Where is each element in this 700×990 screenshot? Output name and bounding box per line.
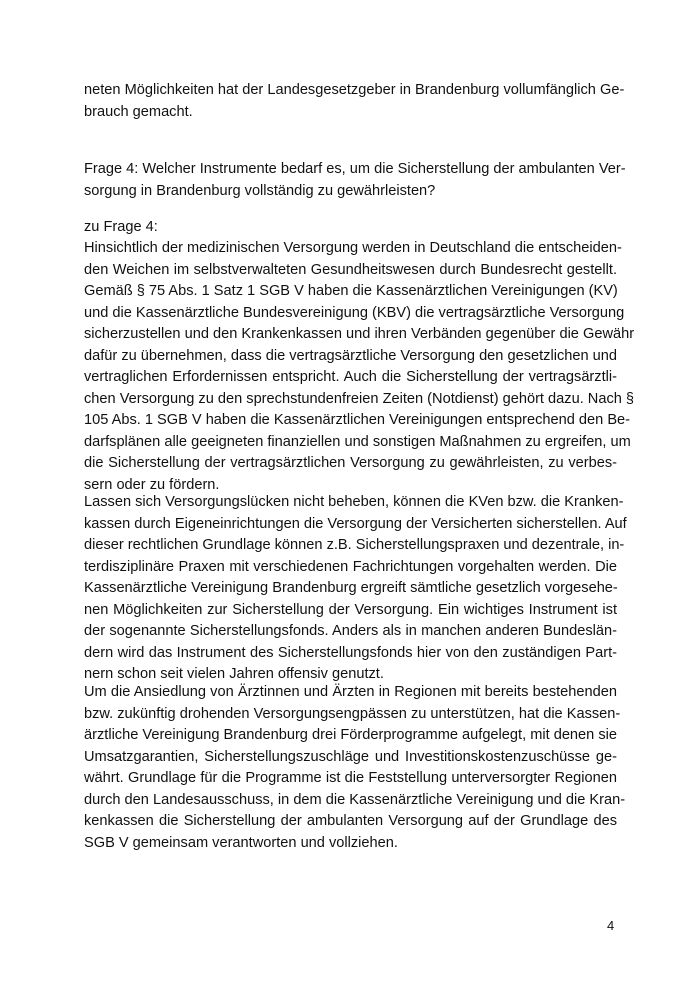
text-line: Umsatzgarantien, Sicherstellungszuschläge und Investitionskostenzuschüsse ge- (84, 748, 617, 765)
answer-paragraph-3 (84, 682, 626, 854)
text-line: Kassenärztliche Vereinigung Brandenburg ergreift sämtliche gesetzlich vorgesehe- (84, 580, 618, 596)
text-line: vertraglichen Erfordernissen entspricht. Auch die Sicherstellung der vertragsärztli- (84, 369, 617, 385)
text-line: bzw. zukünftig drohenden Versorgungsengpässen zu unterstützen, hat die Kassen- (84, 705, 621, 722)
text-line: terdisziplinäre Praxen mit verschiedenen Fachrichtungen vorgehalten werden. Die (84, 558, 617, 575)
text-line: Lassen sich Versorgungslücken nicht beheben, können die KVen bzw. die Kranken- (84, 494, 624, 510)
text-line: 105 Abs. 1 SGB V haben die Kassenärztlichen Vereinigungen entsprechend den Be- (84, 412, 631, 428)
text-line: Frage 4: Welcher Instrumente bedarf es, um die Sicherstellung der ambulanten Ver- (84, 161, 626, 177)
text-line: dieser rechtlichen Grundlage können z.B. Sicherstellungspraxen und dezentrale, in- (84, 537, 625, 553)
text-line: Um die Ansiedlung von Ärztinnen und Ärzten in Regionen mit bereits bestehenden (84, 684, 617, 700)
text-line: dern wird das Instrument des Sicherstellungsfonds hier von den zuständigen Part- (84, 644, 617, 661)
text-line: der sogenannte Sicherstellungsfonds. Anders als in manchen anderen Bundeslän- (84, 623, 617, 639)
text-line: die Sicherstellung der vertragsärztlichen Versorgung zu gewährleisten, zu verbes- (84, 455, 617, 471)
text-line: SGB V gemeinsam verantworten und vollziehen. (84, 834, 398, 851)
text-line: ärztliche Vereinigung Brandenburg drei Förderprogramme aufgelegt, mit denen sie (84, 727, 617, 743)
text-line: durch den Landesausschuss, in dem die Kassenärztliche Vereinigung und die Kran- (84, 791, 626, 808)
text-line: nern schon seit vielen Jahren offensiv genutzt. (84, 666, 384, 682)
text-line: kassen durch Eigeneinrichtungen die Versorgung der Versicherten sicherstellen. Auf (84, 515, 627, 532)
text-line: nen Möglichkeiten zur Sicherstellung der Versorgung. Ein wichtiges Instrument ist (84, 601, 617, 618)
continuation-paragraph (84, 80, 625, 123)
text-line: sicherzustellen und den Krankenkassen und ihren Verbänden gegenüber die Gewähr (84, 326, 635, 342)
text-line: brauch gemacht. (84, 103, 193, 120)
answer-paragraph-1 (84, 238, 635, 496)
text-line: sern oder zu fördern. (84, 476, 220, 493)
answer-paragraph-2 (84, 492, 627, 686)
answer-label (84, 217, 617, 239)
text-line: chen Versorgung zu den sprechstundenfreien Zeiten (Notdienst) gehört dazu. Nach § (84, 390, 635, 407)
text-line: Hinsichtlich der medizinischen Versorgung werden in Deutschland die entscheiden- (84, 240, 622, 256)
page-number: 4 (607, 918, 615, 933)
answer-heading: zu Frage 4: (84, 219, 158, 235)
text-line: neten Möglichkeiten hat der Landesgesetzgeber in Brandenburg vollumfänglich Ge- (84, 82, 625, 98)
text-line: sorgung in Brandenburg vollständig zu gewährleisten? (84, 182, 436, 199)
text-line: dafür zu übernehmen, dass die vertragsärztliche Versorgung den gesetzlichen und (84, 347, 617, 364)
text-line: kenkassen die Sicherstellung der ambulanten Versorgung auf der Grundlage des (84, 813, 617, 829)
text-line: den Weichen im selbstverwalteten Gesundheitswesen durch Bundesrecht gestellt. (84, 261, 617, 278)
text-line: und die Kassenärztliche Bundesvereinigung (KBV) die vertragsärztliche Versorgung (84, 304, 625, 321)
question-4 (84, 159, 626, 202)
text-line: darfsplänen alle geeigneten finanziellen und sonstigen Maßnahmen zu ergreifen, um (84, 433, 631, 450)
text-line: Gemäß § 75 Abs. 1 Satz 1 SGB V haben die Kassenärztlichen Vereinigungen (KV) (84, 283, 618, 299)
text-line: währt. Grundlage für die Programme ist die Feststellung unterversorgter Regionen (84, 770, 617, 786)
